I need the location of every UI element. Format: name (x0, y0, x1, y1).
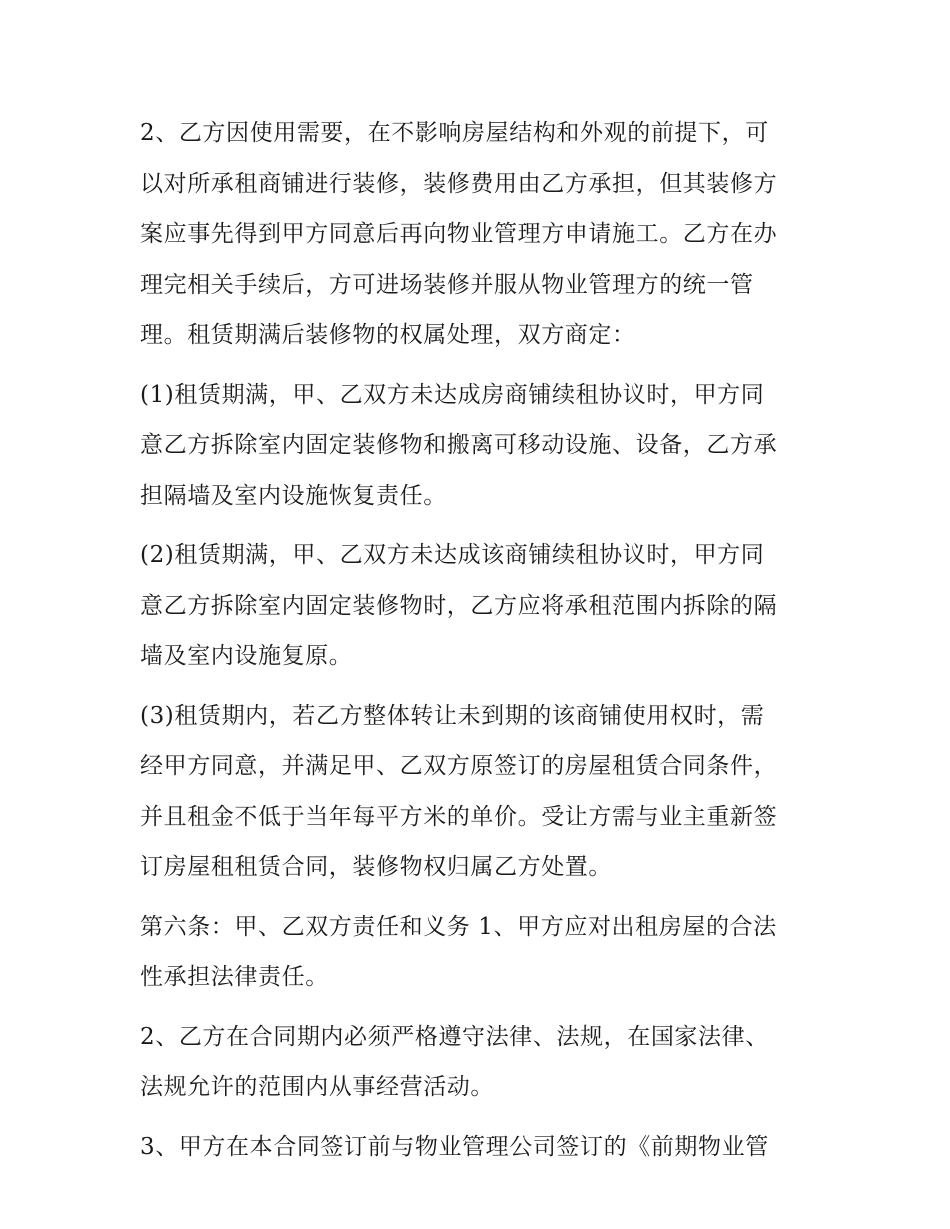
text-line: 意乙方拆除室内固定装修物和搬离可移动设施、设备，乙方承 (140, 432, 778, 458)
text-line: 并且租金不低于当年每平方米的单价。受让方需与业主重新签 (140, 803, 778, 830)
document-body (140, 108, 820, 1181)
paragraph-item-1 (140, 370, 820, 522)
text-line: 2、乙方在合同期内必须严格遵守法律、法规，在国家法律、 (140, 1023, 769, 1050)
text-line: 墙及室内设施复原。 (140, 643, 353, 669)
text-line: (1)租赁期满，甲、乙双方未达成房商铺续租协议时，甲方同 (140, 381, 765, 408)
paragraph-article-6 (140, 902, 820, 1003)
paragraph-item-3 (140, 691, 820, 893)
text-line: 订房屋租租赁合同，装修物权归属乙方处置。 (140, 854, 612, 880)
paragraph-clause-2-renovation (140, 108, 820, 361)
text-line: 第六条：甲、乙双方责任和义务 1、甲方应对出租房屋的合法 (140, 913, 777, 940)
text-line: 担隔墙及室内设施恢复责任。 (140, 482, 447, 509)
paragraph-article-6-item-3 (140, 1122, 820, 1173)
text-line: (2)租赁期满，甲、乙双方未达成该商铺续租协议时，甲方同 (140, 542, 765, 568)
text-line: 理。租赁期满后装修物的权属处理，双方商定： (140, 322, 636, 348)
text-line: (3)租赁期内，若乙方整体转让未到期的该商铺使用权时，需 (140, 702, 765, 729)
text-line: 3、甲方在本合同签订前与物业管理公司签订的《前期物业管 (140, 1133, 769, 1160)
text-line: 案应事先得到甲方同意后再向物业管理方申请施工。乙方在办 (140, 221, 778, 247)
paragraph-article-6-item-2 (140, 1012, 820, 1113)
text-line: 以对所承租商铺进行装修，装修费用由乙方承担，但其装修方 (140, 170, 778, 197)
text-line: 理完相关手续后，方可进场装修并服从物业管理方的统一管 (140, 271, 754, 298)
text-line: 意乙方拆除室内固定装修物时，乙方应将承租范围内拆除的隔 (140, 592, 778, 619)
text-line: 法规允许的范围内从事经营活动。 (140, 1074, 494, 1100)
text-line: 经甲方同意，并满足甲、乙双方原签订的房屋租赁合同条件， (140, 753, 778, 779)
text-line: 2、乙方因使用需要，在不影响房屋结构和外观的前提下，可 (140, 120, 769, 146)
text-line: 性承担法律责任。 (140, 964, 329, 990)
paragraph-item-2 (140, 530, 820, 682)
